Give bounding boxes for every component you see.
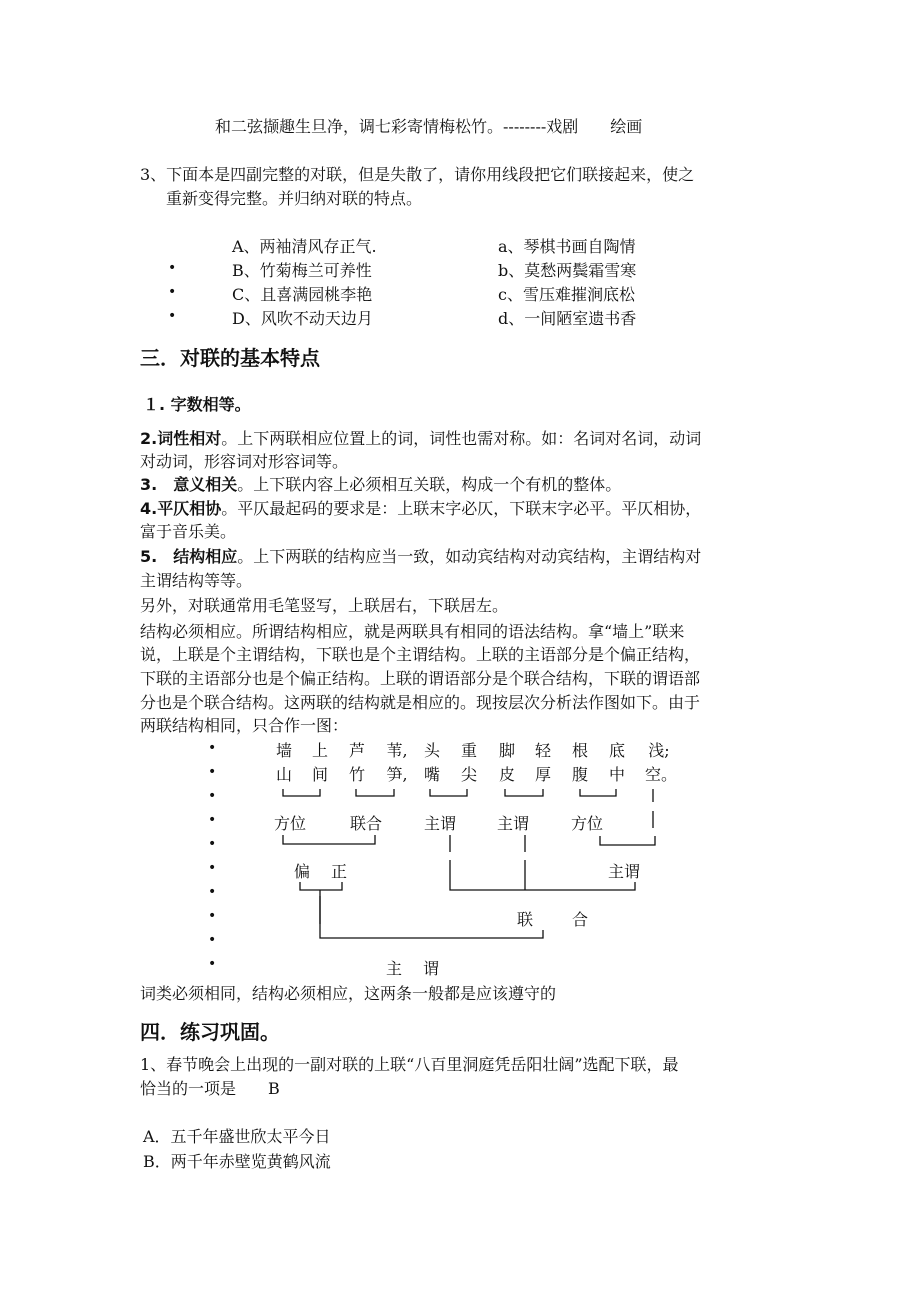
tree-char-r1: 头 <box>423 741 440 760</box>
point-2 <box>140 427 800 450</box>
point-4-cont: 富于音乐美。 <box>140 522 237 541</box>
q3-left-a: A、两袖清风存正气. <box>232 237 377 256</box>
point-2-heading: 2.词性相对 <box>140 429 222 448</box>
tree-char-r2: 中 <box>608 765 625 784</box>
tree-label-fangwei: 方位 <box>571 814 604 833</box>
bullet-dot: • <box>168 308 177 324</box>
tree-label-he: 合 <box>572 910 589 929</box>
exercise-1-line-2: 恰当的一项是 B <box>140 1079 280 1098</box>
bullet-dot: • <box>208 908 217 924</box>
q3-right-d: d、一间陋室遗书香 <box>498 309 637 328</box>
tree-char-r1: 浅; <box>648 741 670 760</box>
tree-label-fangwei: 方位 <box>274 814 307 833</box>
top-couplet-line: 和二弦撷趣生旦净，调七彩寄情梅松竹。--------戏剧 绘画 <box>215 117 643 136</box>
tree-char-r2: 厚 <box>534 765 551 784</box>
tree-label-zhuwei: 主谓 <box>608 862 641 881</box>
point-3-text: 。上下联内容上必须相互关联，构成一个有机的整体。 <box>237 475 622 494</box>
q3-left-d: D、风吹不动天边月 <box>232 309 373 328</box>
tree-char-r2: 嘴 <box>423 765 440 784</box>
tree-char-r2: 腹 <box>571 765 588 784</box>
tree-label-wei: 谓 <box>423 959 440 978</box>
tree-label-zhuwei: 主谓 <box>497 814 530 833</box>
point-2-text: 。上下两联相应位置上的词，词性也需对称。如：名词对名词，动词 <box>221 429 702 448</box>
bullet-dot: • <box>208 956 217 972</box>
structure-paragraph-3: 下联的主语部分也是个偏正结构。上联的谓语部分是个联合结构，下联的谓语部 <box>140 669 701 688</box>
tree-label-pian: 偏 <box>294 862 311 881</box>
point-3-heading: 3. 意义相关 <box>140 475 238 494</box>
tree-label-lianhe: 联合 <box>350 814 383 833</box>
bullet-dot: • <box>208 836 217 852</box>
tree-char-r1: 重 <box>460 741 477 760</box>
tree-char-r2: 空。 <box>645 765 678 784</box>
structure-paragraph-1: 结构必须相应。所谓结构相应，就是两联具有相同的语法结构。拿“墙上”联来 <box>140 622 685 641</box>
point-4-text: 。平仄最起码的要求是：上联末字必仄，下联末字必平。平仄相协， <box>221 499 702 518</box>
exercise-1-option-b: B．两千年赤壁览黄鹤风流 <box>143 1152 331 1171</box>
point-5-cont: 主谓结构等等。 <box>140 571 253 590</box>
tree-char-r2: 竹 <box>348 765 365 784</box>
bullet-dot: • <box>208 764 217 780</box>
note-paragraph: 另外，对联通常用毛笔竖写，上联居右，下联居左。 <box>140 596 509 615</box>
tree-char-r1: 上 <box>311 741 328 760</box>
bullet-dot: • <box>208 788 217 804</box>
structure-paragraph-4: 分也是个联合结构。这两联的结构就是相应的。现按层次分析法作图如下。由于 <box>140 693 701 712</box>
bullet-dot: • <box>208 860 217 876</box>
q3-right-b: b、莫愁两鬓霜雪寒 <box>498 261 637 280</box>
tree-char-r1: 苇, <box>386 741 408 760</box>
q3-line-2: 重新变得完整。并归纳对联的特点。 <box>166 189 423 208</box>
structure-paragraph-2: 说，上联是个主谓结构，下联也是个主谓结构。上联的主语部分是个偏正结构， <box>140 645 701 664</box>
point-5-text: 。上下两联的结构应当一致，如动宾结构对动宾结构，主谓结构对 <box>237 547 702 566</box>
bullet-dot: • <box>168 260 177 276</box>
tree-label-zheng: 正 <box>331 862 348 881</box>
bullet-dot: • <box>208 740 217 756</box>
tree-char-r1: 根 <box>571 741 588 760</box>
tree-char-r2: 山 <box>275 765 292 784</box>
q3-right-c: c、雪压难摧涧底松 <box>498 285 635 304</box>
bullet-dot: • <box>208 932 217 948</box>
tree-char-r2: 笋, <box>386 765 408 784</box>
conclusion-line: 词类必须相同，结构必须相应，这两条一般都是应该遵守的 <box>140 984 557 1003</box>
point-5-heading: 5. 结构相应 <box>140 547 238 566</box>
point-2-cont: 对动词，形容词对形容词等。 <box>140 452 349 471</box>
tree-label-lian: 联 <box>517 910 534 929</box>
tree-label-zhu: 主 <box>386 959 403 978</box>
point-1: １. 字数相等。 <box>143 395 251 414</box>
bullet-dot: • <box>208 884 217 900</box>
exercise-1-option-a: A．五千年盛世欣太平今日 <box>143 1127 331 1146</box>
q3-right-a: a、琴棋书画自陶情 <box>498 237 636 256</box>
section-3-title: 三．对联的基本特点 <box>140 346 320 370</box>
tree-char-r2: 皮 <box>498 765 515 784</box>
tree-char-r1: 底 <box>608 741 625 760</box>
exercise-1-line-1: 1、春节晚会上出现的一副对联的上联“八百里洞庭凭岳阳壮阔”选配下联，最 <box>140 1055 679 1074</box>
tree-char-r2: 间 <box>311 765 328 784</box>
point-3 <box>140 473 800 496</box>
tree-char-r1: 轻 <box>534 741 551 760</box>
tree-char-r1: 脚 <box>498 741 515 760</box>
q3-left-c: C、且喜满园桃李艳 <box>232 285 373 304</box>
tree-char-r2: 尖 <box>460 765 477 784</box>
tree-char-r1: 芦 <box>348 741 365 760</box>
q3-left-b: B、竹菊梅兰可养性 <box>232 261 372 280</box>
bullet-dot: • <box>168 284 177 300</box>
point-4 <box>140 497 800 520</box>
point-5 <box>140 545 800 568</box>
bullet-dot: • <box>208 812 217 828</box>
point-4-heading: 4.平仄相协 <box>140 499 222 518</box>
section-4-title: 四．练习巩固。 <box>140 1020 280 1044</box>
tree-char-r1: 墙 <box>275 741 292 760</box>
tree-label-zhuwei: 主谓 <box>424 814 457 833</box>
q3-line-1: 3、下面本是四副完整的对联，但是失散了，请你用线段把它们联接起来，使之 <box>140 165 695 184</box>
structure-paragraph-5: 两联结构相同，只合作一图： <box>140 716 349 735</box>
